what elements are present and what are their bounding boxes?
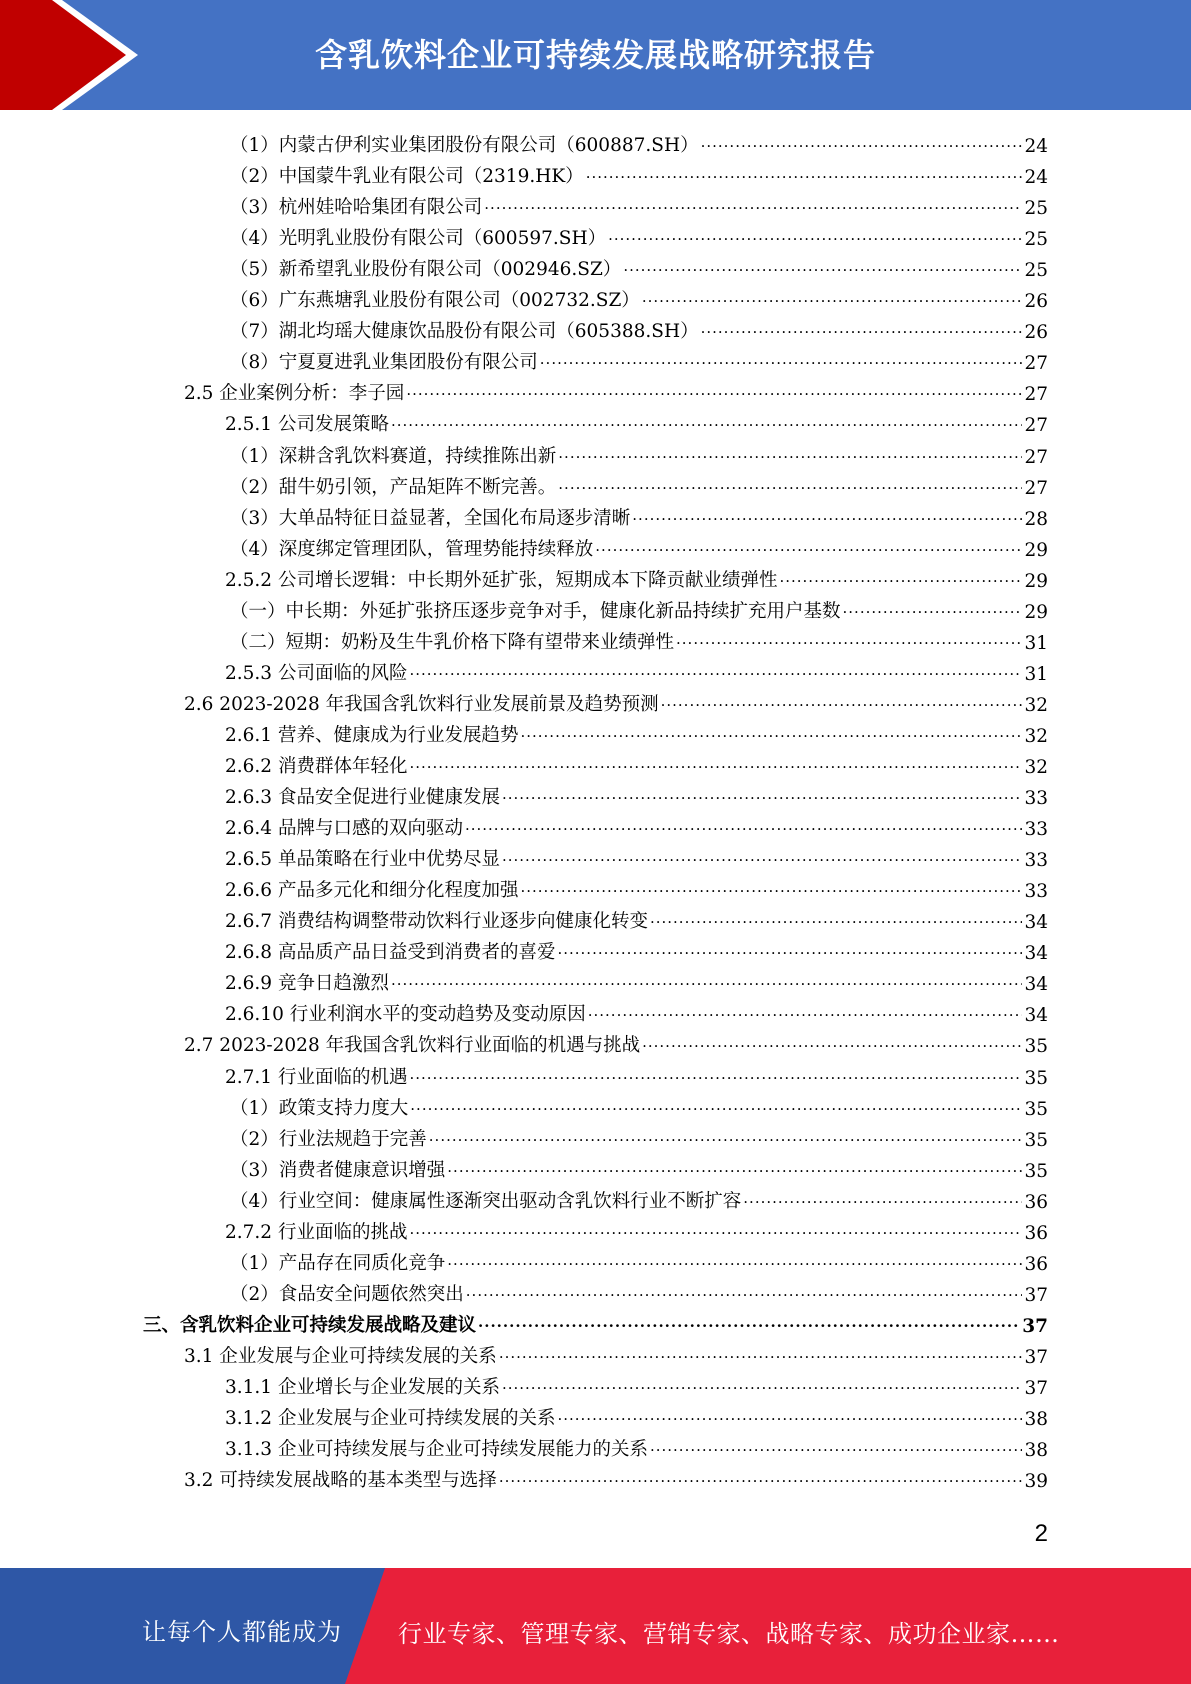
toc-entry-page: 35 [1024, 1036, 1048, 1058]
toc-entry[interactable] [225, 841, 1048, 871]
toc-entry-page: 35 [1024, 1129, 1048, 1151]
toc-entry[interactable] [225, 1400, 1048, 1430]
toc-entry[interactable] [143, 1307, 1048, 1337]
toc-entry[interactable] [230, 531, 1048, 561]
toc-entry-label: （1）深耕含乳饮料赛道，持续推陈出新 [230, 445, 557, 467]
toc-entry-page: 36 [1024, 1253, 1048, 1275]
toc-entry-label: 3.1 企业发展与企业可持续发展的关系 [184, 1345, 497, 1367]
toc-entry-label: （2）行业法规趋于完善 [230, 1128, 427, 1150]
toc-entry[interactable] [184, 375, 1048, 405]
toc-entry-label: 2.6.2 消费群体年轻化 [225, 756, 408, 777]
toc-entry-label: （8）宁夏夏进乳业集团股份有限公司 [230, 352, 538, 374]
toc-entry-label: （4）行业空间：健康属性逐渐突出驱动含乳饮料行业不断扩容 [230, 1190, 742, 1212]
report-title: 含乳饮料企业可持续发展战略研究报告 [314, 36, 876, 74]
toc-entry-label: （3）大单品特征日益显著，全国化布局逐步清晰 [230, 507, 631, 529]
toc-entry[interactable] [230, 189, 1048, 219]
toc-dot-leader [391, 971, 1022, 995]
toc-entry[interactable] [230, 1090, 1048, 1120]
toc-entry[interactable] [225, 810, 1048, 840]
toc-entry-label: （6）广东燕塘乳业股份有限公司（002732.SZ） [230, 290, 640, 312]
toc-entry[interactable] [225, 748, 1048, 778]
toc-entry[interactable] [225, 655, 1048, 685]
toc-entry-label: （1）产品存在同质化竞争 [230, 1252, 446, 1274]
toc-dot-leader [409, 1065, 1022, 1089]
toc-entry-label: 2.6.1 营养、健康成为行业发展趋势 [225, 724, 519, 746]
toc-entry-page: 26 [1024, 291, 1048, 313]
toc-entry-label: 2.6.7 消费结构调整带动饮料行业逐步向健康化转变 [225, 911, 648, 933]
toc-entry-label: （二）短期：奶粉及生牛乳价格下降有望带来业绩弹性 [230, 631, 675, 653]
toc-dot-leader [558, 444, 1022, 468]
toc-entry-label: （2）中国蒙牛乳业有限公司（2319.HK） [230, 166, 584, 188]
toc-entry[interactable] [230, 1245, 1048, 1275]
toc-entry[interactable] [230, 1276, 1048, 1306]
toc-entry-label: （1）内蒙古伊利实业集团股份有限公司（600887.SH） [230, 135, 699, 156]
toc-entry-label: 2.6.6 产品多元化和细分化程度加强 [225, 880, 519, 902]
toc-dot-leader [429, 1127, 1023, 1151]
toc-entry-page: 38 [1024, 1440, 1048, 1462]
toc-dot-leader [701, 133, 1023, 157]
toc-dot-leader [650, 909, 1022, 933]
toc-dot-leader [557, 940, 1022, 964]
toc-entry-page: 36 [1024, 1222, 1048, 1244]
toc-entry-label: 3.1.1 企业增长与企业发展的关系 [225, 1377, 500, 1398]
toc-entry[interactable] [230, 500, 1048, 530]
toc-entry-label: 3.1.3 企业可持续发展与企业可持续发展能力的关系 [225, 1439, 648, 1461]
toc-entry-page: 35 [1024, 1067, 1048, 1089]
toc-dot-leader [406, 381, 1022, 405]
toc-entry-label: 3.1.2 企业发展与企业可持续发展的关系 [225, 1408, 556, 1430]
toc-dot-leader [661, 692, 1023, 716]
toc-entry-label: 2.5.2 公司增长逻辑：中长期外延扩张，短期成本下降贡献业绩弹性 [225, 569, 778, 591]
toc-dot-leader [642, 288, 1023, 312]
toc-entry[interactable] [225, 406, 1048, 436]
toc-entry-label: （一）中长期：外延扩张挤压逐步竞争对手，健康化新品持续扩充用户基数 [230, 600, 841, 622]
toc-entry-label: （2）食品安全问题依然突出 [230, 1283, 464, 1305]
toc-entry[interactable] [225, 1214, 1048, 1244]
toc-entry[interactable] [184, 686, 1048, 716]
toc-entry-label: 3.2 可持续发展战略的基本类型与选择 [184, 1470, 497, 1492]
toc-entry[interactable] [225, 562, 1048, 592]
toc-dot-leader [676, 630, 1022, 654]
toc-entry-page: 29 [1024, 570, 1048, 592]
toc-dot-leader [447, 1158, 1022, 1182]
toc-entry[interactable] [230, 282, 1048, 312]
toc-entry-label: 2.5.1 公司发展策略 [225, 414, 389, 436]
toc-entry[interactable] [230, 158, 1048, 188]
toc-entry-label: 2.6.9 竞争日趋激烈 [225, 973, 389, 995]
toc-entry-page: 36 [1024, 1191, 1048, 1213]
toc-entry-page: 32 [1024, 694, 1048, 716]
toc-entry-label: （5）新希望乳业股份有限公司（002946.SZ） [230, 259, 622, 281]
toc-entry[interactable] [230, 438, 1048, 468]
toc-dot-leader [557, 1406, 1022, 1430]
toc-entry-page: 33 [1024, 819, 1048, 841]
toc-entry-page: 35 [1024, 1098, 1048, 1120]
toc-dot-leader [502, 785, 1022, 809]
toc-entry-page: 37 [1024, 1378, 1048, 1399]
page-footer [0, 1568, 1191, 1684]
toc-dot-leader [540, 350, 1023, 374]
toc-entry-label: 2.6.4 品牌与口感的双向驱动 [225, 818, 463, 840]
toc-dot-leader [779, 568, 1022, 592]
toc-entry-label: 三、含乳饮料企业可持续发展战略及建议 [143, 1314, 477, 1336]
toc-dot-leader [520, 878, 1022, 902]
toc-entry-label: 2.6.3 食品安全促进行业健康发展 [225, 787, 500, 809]
toc-dot-leader [478, 1313, 1020, 1337]
toc-entry-page: 27 [1024, 446, 1048, 468]
toc-entry-page: 24 [1024, 136, 1048, 157]
toc-entry[interactable] [230, 1121, 1048, 1151]
toc-entry[interactable] [225, 903, 1048, 933]
toc-entry-label: 2.5 企业案例分析：李子园 [184, 383, 405, 405]
page-number: 2 [1034, 1520, 1048, 1547]
toc-entry[interactable] [184, 1338, 1048, 1368]
toc-dot-leader [484, 195, 1022, 219]
toc-entry[interactable] [230, 127, 1048, 157]
toc-entry-page: 29 [1024, 601, 1048, 623]
toc-entry[interactable] [230, 220, 1048, 250]
toc-dot-leader [623, 257, 1022, 281]
toc-entry-page: 37 [1022, 1315, 1048, 1337]
toc-entry-page: 25 [1024, 260, 1048, 282]
toc-entry-page: 27 [1024, 384, 1048, 406]
toc-dot-leader [743, 1189, 1022, 1213]
toc-entry-label: （3）杭州娃哈哈集团有限公司 [230, 197, 483, 219]
toc-entry-label: （3）消费者健康意识增强 [230, 1159, 446, 1181]
toc-entry[interactable] [230, 313, 1048, 343]
toc-dot-leader [608, 226, 1022, 250]
toc-entry[interactable] [225, 872, 1048, 902]
toc-entry[interactable] [225, 996, 1048, 1026]
toc-entry-page: 34 [1024, 943, 1048, 965]
toc-entry[interactable] [230, 251, 1048, 281]
toc-entry-page: 32 [1024, 757, 1048, 778]
toc-dot-leader [558, 475, 1022, 499]
toc-entry-page: 26 [1024, 322, 1048, 344]
toc-entry[interactable] [225, 1369, 1048, 1399]
toc-entry-label: 2.6.5 单品策略在行业中优势尽显 [225, 849, 500, 871]
toc-dot-leader [502, 1375, 1022, 1399]
toc-entry-page: 27 [1024, 477, 1048, 499]
toc-dot-leader [409, 661, 1022, 685]
toc-entry-page: 33 [1024, 881, 1048, 903]
toc-entry-page: 27 [1024, 353, 1048, 375]
toc-entry-label: 2.7 2023-2028 年我国含乳饮料行业面临的机遇与挑战 [184, 1035, 641, 1057]
toc-entry-label: 2.5.3 公司面临的风险 [225, 662, 408, 684]
toc-entry-label: 2.6.10 行业利润水平的变动趋势及变动原因 [225, 1004, 586, 1026]
toc-entry-label: （4）深度绑定管理团队，管理势能持续释放 [230, 538, 594, 560]
toc-dot-leader [410, 1096, 1022, 1120]
toc-dot-leader [465, 816, 1022, 840]
toc-entry-page: 34 [1024, 1005, 1048, 1027]
toc-dot-leader [447, 1251, 1022, 1275]
toc-dot-leader [642, 1033, 1022, 1057]
toc-dot-leader [502, 847, 1022, 871]
toc-entry[interactable] [230, 624, 1048, 654]
toc-entry[interactable] [184, 1027, 1048, 1057]
toc-dot-leader [499, 1344, 1023, 1368]
toc-dot-leader [409, 1220, 1022, 1244]
toc-dot-leader [843, 599, 1023, 623]
toc-entry-page: 34 [1024, 912, 1048, 934]
footer-slogan-left: 让每个人都能成为 [142, 1618, 342, 1646]
toc-entry[interactable] [230, 1183, 1048, 1213]
toc-entry-page: 38 [1024, 1409, 1048, 1431]
toc-entry-page: 27 [1024, 415, 1048, 437]
toc-entry-page: 28 [1024, 508, 1048, 530]
toc-entry-page: 33 [1024, 850, 1048, 872]
toc-dot-leader [466, 1282, 1023, 1306]
toc-entry-page: 34 [1024, 974, 1048, 996]
toc-entry[interactable] [225, 1431, 1048, 1461]
toc-entry[interactable] [225, 717, 1048, 747]
toc-entry-page: 25 [1024, 229, 1048, 251]
footer-slogan-right: 行业专家、管理专家、营销专家、战略专家、成功企业家…… [398, 1620, 1060, 1648]
toc-dot-leader [701, 319, 1023, 343]
toc-entry-page: 24 [1024, 167, 1048, 189]
toc-dot-leader [586, 164, 1023, 188]
toc-entry-label: （2）甜牛奶引领，产品矩阵不断完善。 [230, 476, 557, 498]
toc-entry-label: （1）政策支持力度大 [230, 1097, 409, 1119]
toc-dot-leader [499, 1468, 1023, 1492]
toc-dot-leader [588, 1002, 1023, 1026]
toc-entry-page: 31 [1024, 632, 1048, 654]
toc-entry-page: 37 [1024, 1346, 1048, 1368]
toc-entry-page: 39 [1024, 1471, 1048, 1493]
toc-entry[interactable] [225, 779, 1048, 809]
toc-entry[interactable] [230, 593, 1048, 623]
toc-entry-page: 25 [1024, 198, 1048, 220]
toc-dot-leader [391, 412, 1022, 436]
toc-entry-label: 2.6.8 高品质产品日益受到消费者的喜爱 [225, 942, 556, 964]
toc-entry-label: （7）湖北均瑶大健康饮品股份有限公司（605388.SH） [230, 321, 699, 343]
toc-dot-leader [650, 1437, 1022, 1461]
toc-entry[interactable] [230, 1152, 1048, 1182]
toc-entry[interactable] [225, 934, 1048, 964]
toc-entry[interactable] [230, 344, 1048, 374]
toc-entry-label: （4）光明乳业股份有限公司（600597.SH） [230, 228, 607, 250]
toc-entry-page: 37 [1024, 1284, 1048, 1306]
toc-dot-leader [595, 537, 1022, 561]
toc-entry-page: 29 [1024, 539, 1048, 561]
toc-entry-page: 35 [1024, 1160, 1048, 1182]
toc-entry-label: 2.6 2023-2028 年我国含乳饮料行业发展前景及趋势预测 [184, 693, 659, 715]
toc-entry-page: 32 [1024, 725, 1048, 747]
toc-entry[interactable] [230, 469, 1048, 499]
toc-entry-page: 31 [1024, 663, 1048, 685]
toc-dot-leader [632, 506, 1022, 530]
toc-entry[interactable] [184, 1462, 1048, 1492]
toc-entry[interactable] [225, 965, 1048, 995]
toc-entry[interactable] [225, 1059, 1048, 1089]
toc-dot-leader [520, 723, 1022, 747]
toc-entry-label: 2.7.1 行业面临的机遇 [225, 1066, 408, 1088]
toc-dot-leader [409, 754, 1022, 778]
toc-entry-label: 2.7.2 行业面临的挑战 [225, 1221, 408, 1243]
page-header [0, 0, 1191, 110]
toc-entry-page: 33 [1024, 788, 1048, 810]
